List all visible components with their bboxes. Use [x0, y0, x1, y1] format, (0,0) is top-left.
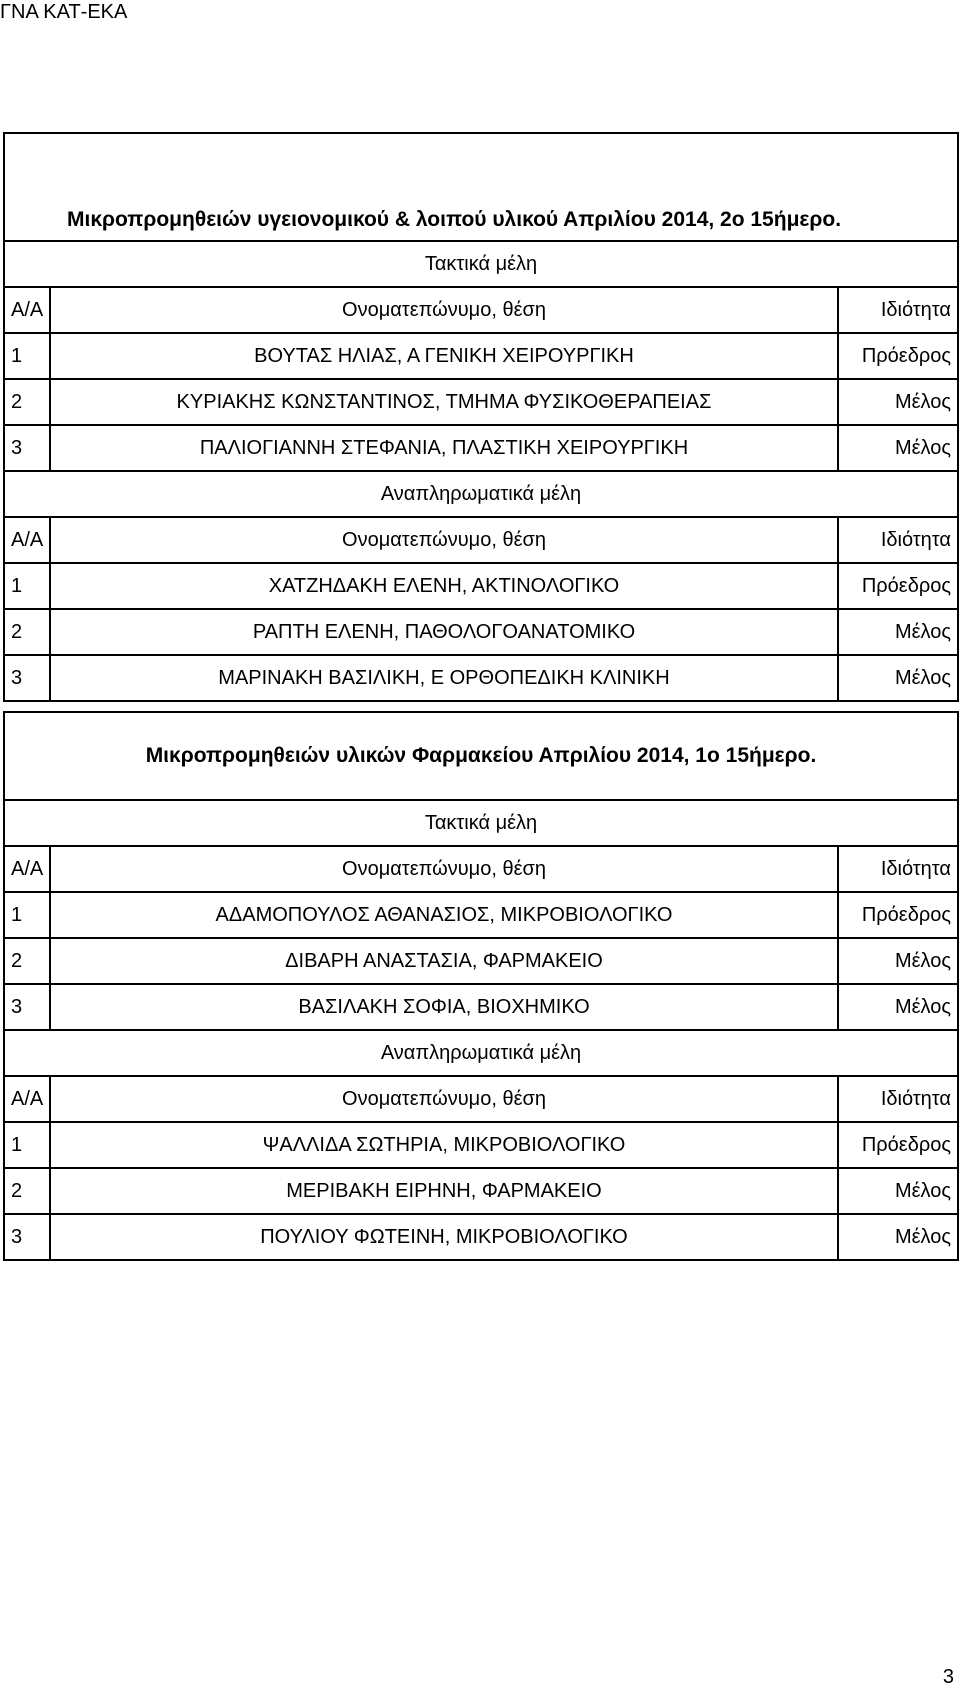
column-header-aa: Α/Α — [4, 1076, 50, 1122]
committee-table — [3, 711, 959, 1261]
member-number: 1 — [4, 563, 50, 609]
member-number: 3 — [4, 1214, 50, 1260]
member-name: ΒΟΥΤΑΣ ΗΛΙΑΣ, Α ΓΕΝΙΚΗ ΧΕΙΡΟΥΡΓΙΚΗ — [50, 333, 838, 379]
column-header-role: Ιδιότητα — [838, 287, 958, 333]
page-header: ΓΝΑ ΚΑΤ-ΕΚΑ — [0, 1, 128, 23]
section-heading-row — [4, 471, 958, 517]
table-row — [4, 609, 958, 655]
member-number: 3 — [4, 655, 50, 701]
committee-title: Μικροπρομηθειών υγειονομικού & λοιπού υλικού Απριλίου 2014, 2ο 15ήμερο. — [4, 133, 958, 241]
member-number: 3 — [4, 984, 50, 1030]
committee-table — [3, 132, 959, 702]
member-number: 2 — [4, 379, 50, 425]
table-row — [4, 984, 958, 1030]
member-role: Πρόεδρος — [838, 333, 958, 379]
member-role: Πρόεδρος — [838, 892, 958, 938]
member-name: ΡΑΠΤΗ ΕΛΕΝΗ, ΠΑΘΟΛΟΓΟΑΝΑΤΟΜΙΚΟ — [50, 609, 838, 655]
member-name: ΒΑΣΙΛΑΚΗ ΣΟΦΙΑ, ΒΙΟΧΗΜΙΚΟ — [50, 984, 838, 1030]
column-header-name: Ονοματεπώνυμο, θέση — [50, 846, 838, 892]
member-name: ΜΕΡΙΒΑΚΗ ΕΙΡΗΝΗ, ΦΑΡΜΑΚΕΙΟ — [50, 1168, 838, 1214]
table-row — [4, 563, 958, 609]
section-heading-alternate: Αναπληρωματικά μέλη — [4, 1030, 958, 1076]
member-role: Πρόεδρος — [838, 1122, 958, 1168]
member-role: Μέλος — [838, 609, 958, 655]
column-header-aa: Α/Α — [4, 846, 50, 892]
member-number: 1 — [4, 333, 50, 379]
column-header-name: Ονοματεπώνυμο, θέση — [50, 1076, 838, 1122]
column-header-name: Ονοματεπώνυμο, θέση — [50, 287, 838, 333]
page-number: 3 — [942, 1666, 954, 1688]
table-row — [4, 425, 958, 471]
member-name: ΠΟΥΛΙΟΥ ΦΩΤΕΙΝΗ, ΜΙΚΡΟΒΙΟΛΟΓΙΚΟ — [50, 1214, 838, 1260]
member-number: 1 — [4, 892, 50, 938]
member-name: ΑΔΑΜΟΠΟΥΛΟΣ ΑΘΑΝΑΣΙΟΣ, ΜΙΚΡΟΒΙΟΛΟΓΙΚΟ — [50, 892, 838, 938]
member-role: Μέλος — [838, 984, 958, 1030]
section-heading-row — [4, 1030, 958, 1076]
committee-title-row — [4, 712, 958, 800]
table-row — [4, 892, 958, 938]
column-header-role: Ιδιότητα — [838, 1076, 958, 1122]
member-number: 3 — [4, 425, 50, 471]
member-name: ΠΑΛΙΟΓΙΑΝΝΗ ΣΤΕΦΑΝΙΑ, ΠΛΑΣΤΙΚΗ ΧΕΙΡΟΥΡΓΙΚΗ — [50, 425, 838, 471]
table-row — [4, 379, 958, 425]
member-name: ΜΑΡΙΝΑΚΗ ΒΑΣΙΛΙΚΗ, Ε ΟΡΘΟΠΕΔΙΚΗ ΚΛΙΝΙΚΗ — [50, 655, 838, 701]
column-header-aa: Α/Α — [4, 287, 50, 333]
column-header-role: Ιδιότητα — [838, 846, 958, 892]
column-header-name: Ονοματεπώνυμο, θέση — [50, 517, 838, 563]
column-header-row — [4, 287, 958, 333]
table-row — [4, 333, 958, 379]
committee-title-row — [4, 133, 958, 241]
section-heading-regular: Τακτικά μέλη — [4, 800, 958, 846]
column-header-role: Ιδιότητα — [838, 517, 958, 563]
member-number: 2 — [4, 938, 50, 984]
member-role: Πρόεδρος — [838, 563, 958, 609]
section-heading-row — [4, 800, 958, 846]
section-heading-regular: Τακτικά μέλη — [4, 241, 958, 287]
table-row — [4, 1122, 958, 1168]
member-number: 2 — [4, 1168, 50, 1214]
member-role: Μέλος — [838, 379, 958, 425]
member-name: ΔΙΒΑΡΗ ΑΝΑΣΤΑΣΙΑ, ΦΑΡΜΑΚΕΙΟ — [50, 938, 838, 984]
member-role: Μέλος — [838, 938, 958, 984]
member-number: 2 — [4, 609, 50, 655]
table-row — [4, 1168, 958, 1214]
member-name: ΚΥΡΙΑΚΗΣ ΚΩΝΣΤΑΝΤΙΝΟΣ, ΤΜΗΜΑ ΦΥΣΙΚΟΘΕΡΑΠΕΙΑΣ — [50, 379, 838, 425]
member-role: Μέλος — [838, 425, 958, 471]
table-row — [4, 1214, 958, 1260]
member-name: ΨΑΛΛΙΔΑ ΣΩΤΗΡΙΑ, ΜΙΚΡΟΒΙΟΛΟΓΙΚΟ — [50, 1122, 838, 1168]
member-role: Μέλος — [838, 655, 958, 701]
committee-title: Μικροπρομηθειών υλικών Φαρμακείου Απριλίου 2014, 1ο 15ήμερο. — [4, 712, 958, 800]
table-row — [4, 655, 958, 701]
section-heading-row — [4, 241, 958, 287]
column-header-row — [4, 517, 958, 563]
member-role: Μέλος — [838, 1168, 958, 1214]
column-header-row — [4, 1076, 958, 1122]
member-number: 1 — [4, 1122, 50, 1168]
table-row — [4, 938, 958, 984]
column-header-row — [4, 846, 958, 892]
member-name: ΧΑΤΖΗΔΑΚΗ ΕΛΕΝΗ, ΑΚΤΙΝΟΛΟΓΙΚΟ — [50, 563, 838, 609]
member-role: Μέλος — [838, 1214, 958, 1260]
section-heading-alternate: Αναπληρωματικά μέλη — [4, 471, 958, 517]
column-header-aa: Α/Α — [4, 517, 50, 563]
